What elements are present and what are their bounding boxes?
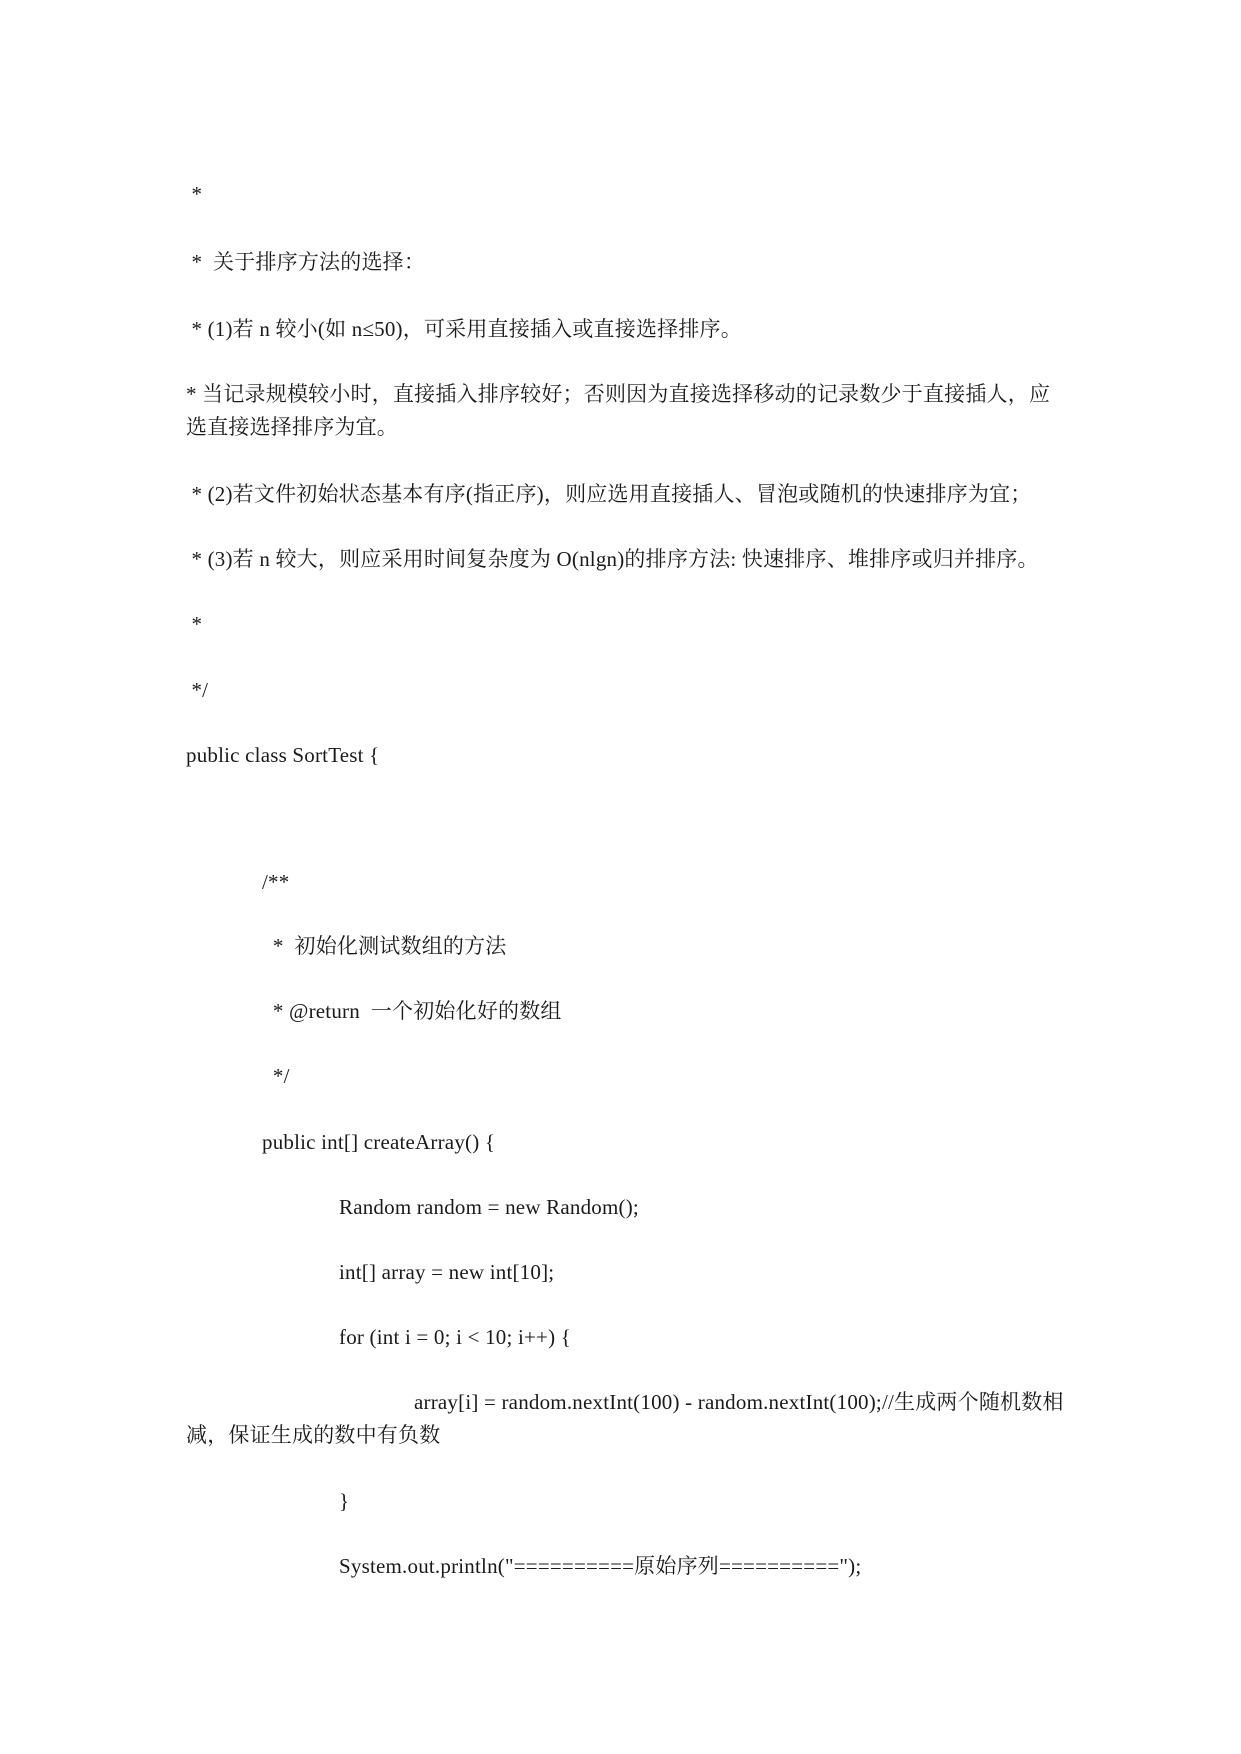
code-line: for (int i = 0; i < 10; i++) { [339,1325,572,1349]
comment-line: * (1)若 n 较小(如 n≤50)，可采用直接插入或直接选择排序。 [186,317,742,341]
code-paragraph: array[i] = random.nextInt(100) - random.nextInt(100);//生成两个随机数相减，保证生成的数中有负数 [186,1390,1064,1447]
javadoc-line: * @return 一个初始化好的数组 [262,999,562,1023]
code-line: Random random = new Random(); [339,1195,639,1219]
code-line: public int[] createArray() { [262,1130,496,1154]
comment-paragraph: * 当记录规模较小时，直接插入排序较好；否则因为直接选择移动的记录数少于直接插人，应选直接选择排序为宜。 [186,382,1051,439]
code-line: } [339,1489,350,1513]
comment-line: * 关于排序方法的选择： [186,250,426,274]
javadoc-line: */ [262,1064,290,1088]
javadoc-line: /** [262,870,290,894]
comment-line: */ [186,678,209,702]
comment-line: * [186,612,203,636]
code-line: int[] array = new int[10]; [339,1260,555,1284]
comment-line: * (2)若文件初始状态基本有序(指正序)，则应选用直接插人、冒泡或随机的快速排序为宜； [186,482,1032,506]
comment-line: * (3)若 n 较大，则应采用时间复杂度为 O(nlgn)的排序方法: 快速排序、堆排序或归并排序。 [186,547,1039,571]
javadoc-line: * 初始化测试数组的方法 [262,934,507,958]
comment-line: * [186,182,203,206]
code-line: public class SortTest { [186,743,380,767]
code-line: System.out.println("==========原始序列=========="); [339,1554,862,1578]
